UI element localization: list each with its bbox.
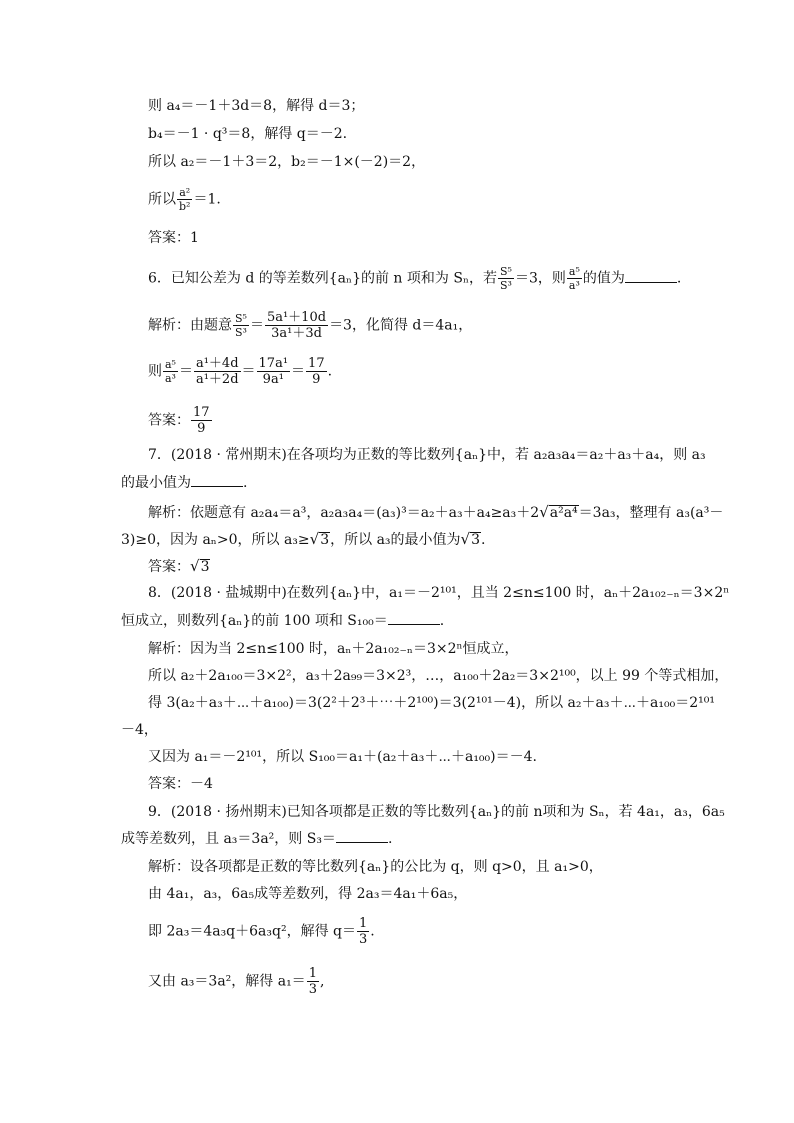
text: 解析：依题意有 a₂a₄＝a³，a₂a₃a₄＝(a₃)³＝a₂＋a₃＋a₄≥a₃＋2 [148, 505, 540, 521]
answer-line [148, 557, 210, 576]
text: ＝ [249, 317, 264, 334]
numerator: 1 [308, 966, 317, 981]
text: ＝3a₃，整理有 a₃(a³－ [578, 505, 724, 521]
text: 又由 a₃＝3a²，解得 a₁＝ [148, 973, 306, 990]
numerator: 17 [308, 356, 325, 371]
question-9: 9．(2018 · 扬州期末)已知各项都是正数的等比数列{aₙ}的前 n项和为 Sₙ，若 4a₁，a₃，6a₅ [148, 804, 725, 820]
denominator: a³ [568, 279, 580, 292]
text: . [327, 363, 333, 380]
text: 的最小值为 [121, 475, 191, 491]
solution-line: 所以 a₂＝－1＋3＝2，b₂＝－1×(－2)＝2， [148, 154, 426, 170]
text: 成等差数列，且 a₃＝3a²，则 S₃＝ [121, 831, 336, 847]
numerator: a¹＋4d [195, 356, 239, 371]
question-8: 8．(2018 · 盐城期中)在数列{aₙ}中，a₁＝－2¹⁰¹，且当 2≤n≤100 时，aₙ＋2a₁₀₂₋ₙ＝3×2ⁿ [148, 585, 730, 601]
text: 6．已知公差为 d 的等差数列{aₙ}的前 n 项和为 Sₙ，若 [148, 270, 498, 287]
solution-line: 解析：因为当 2≤n≤100 时，aₙ＋2a₁₀₂₋ₙ＝3×2ⁿ恒成立， [148, 641, 519, 657]
numerator: a⁵ [568, 265, 580, 278]
text: 的值为 [582, 270, 625, 287]
text: ＝3，则 [514, 270, 566, 287]
fraction [257, 356, 291, 387]
text: 3)≥0，因为 aₙ>0，所以 a₃≥ [121, 532, 310, 548]
fraction [306, 356, 327, 387]
text: . [439, 613, 445, 629]
numerator: 1 [359, 916, 368, 931]
fraction [307, 966, 319, 997]
text: ＝ [178, 363, 193, 380]
text: ，所以 a₃的最小值为 [330, 532, 461, 548]
denominator: 9 [197, 421, 206, 436]
solution-line [148, 356, 332, 387]
text: . [243, 475, 248, 491]
denominator: b² [179, 200, 191, 213]
solution-line: 又因为 a₁＝－2¹⁰¹，所以 S₁₀₀＝a₁＋(a₂＋a₃＋⋯＋a₁₀₀)＝－4. [148, 749, 537, 765]
numerator: 17a¹ [258, 356, 289, 371]
radical-sign: √ [460, 530, 471, 548]
text: 恒成立，则数列{aₙ}的前 100 项和 S₁₀₀＝ [121, 613, 388, 629]
fraction [191, 405, 212, 436]
text: 即 2a₃＝4a₃q＋6a₃q²，解得 q＝ [148, 923, 356, 940]
numerator: a⁵ [165, 358, 176, 371]
solution-line [148, 503, 723, 522]
denominator: S³ [500, 279, 512, 292]
solution-line: 由 4a₁，a₃，6a₅成等差数列，得 2a₃＝4a₁＋6a₅， [148, 886, 468, 902]
solution-line [148, 916, 375, 947]
text: . [370, 923, 375, 940]
denominator: 9a¹ [262, 372, 284, 387]
fraction [498, 265, 514, 292]
denominator: 3 [359, 932, 368, 947]
text: 答案： [148, 412, 190, 429]
fraction [163, 358, 178, 385]
solution-line: 得 3(a₂＋a₃＋⋯＋a₁₀₀)＝3(2²＋2³＋⋯＋2¹⁰⁰)＝3(2¹⁰¹－4)，所以 a₂＋a₃＋⋯＋a₁₀₀＝2¹⁰¹ [148, 695, 715, 711]
solution-line: －4， [121, 722, 158, 738]
answer-line: 答案：1 [148, 230, 199, 246]
radicand: 3 [200, 559, 210, 575]
answer-blank [336, 830, 388, 843]
solution-line: 所以 a₂＋2a₁₀₀＝3×2²，a₃＋2a₉₉＝3×2³，…，a₁₀₀＋2a₂＝3×2¹⁰⁰，以上 99 个等式相加， [148, 668, 729, 684]
text: . [481, 532, 486, 548]
solution-line: 解析：设各项都是正数的等比数列{aₙ}的公比为 q，则 q>0，且 a₁>0， [148, 859, 603, 875]
solution-line [148, 966, 324, 997]
text: . [676, 270, 682, 287]
radicand: 3 [320, 532, 330, 548]
answer-blank [388, 612, 440, 625]
fraction [194, 356, 241, 387]
radicand: a²a⁴ [549, 505, 578, 521]
denominator: 3a¹＋3d [271, 326, 322, 341]
numerator: 17 [193, 405, 210, 420]
answer-line: 答案：－4 [148, 776, 213, 792]
solution-line [148, 186, 221, 213]
answer-blank [625, 270, 677, 283]
fraction [265, 310, 328, 341]
text: ＝1. [193, 191, 221, 208]
text: ＝ [241, 363, 256, 380]
radical-sign: √ [190, 557, 200, 575]
denominator: a³ [165, 372, 176, 385]
fraction [567, 265, 582, 292]
radicand: 3 [471, 532, 481, 548]
question-8-cont [121, 612, 444, 630]
text: , [319, 973, 325, 990]
text: 所以 [148, 191, 176, 208]
fraction [177, 186, 192, 213]
question-6 [148, 265, 681, 292]
text: 则 [148, 363, 162, 380]
fraction [233, 312, 249, 339]
radical-sign: √ [309, 530, 320, 548]
denominator: a¹＋2d [195, 372, 239, 387]
numerator: S⁵ [500, 265, 512, 278]
question-9-cont [121, 830, 392, 848]
text: 答案： [148, 559, 190, 575]
text: . [387, 831, 393, 847]
text: 解析：由题意 [148, 317, 232, 334]
solution-line [121, 530, 485, 549]
denominator: 3 [308, 982, 317, 997]
radical-sign: √ [539, 503, 549, 521]
answer-blank [191, 474, 243, 487]
text: ＝ [291, 363, 306, 380]
numerator: S⁵ [235, 312, 247, 325]
answer-line [148, 405, 213, 436]
solution-line: b₄＝－1 · q³＝8，解得 q＝－2. [148, 126, 348, 142]
question-7-cont [121, 474, 247, 492]
denominator: 9 [312, 372, 321, 387]
numerator: 5a¹＋10d [266, 310, 327, 325]
denominator: S³ [235, 326, 247, 339]
solution-line: 则 a₄＝－1＋3d＝8，解得 d＝3； [148, 98, 365, 114]
solution-line [148, 310, 472, 341]
numerator: a² [179, 186, 191, 199]
text: ＝3，化简得 d＝4a₁， [329, 317, 473, 334]
question-7: 7．(2018 · 常州期末)在各项均为正数的等比数列{aₙ}中，若 a₂a₃a₄＝a₂＋a₃＋a₄，则 a₃ [148, 447, 706, 463]
fraction [357, 916, 369, 947]
